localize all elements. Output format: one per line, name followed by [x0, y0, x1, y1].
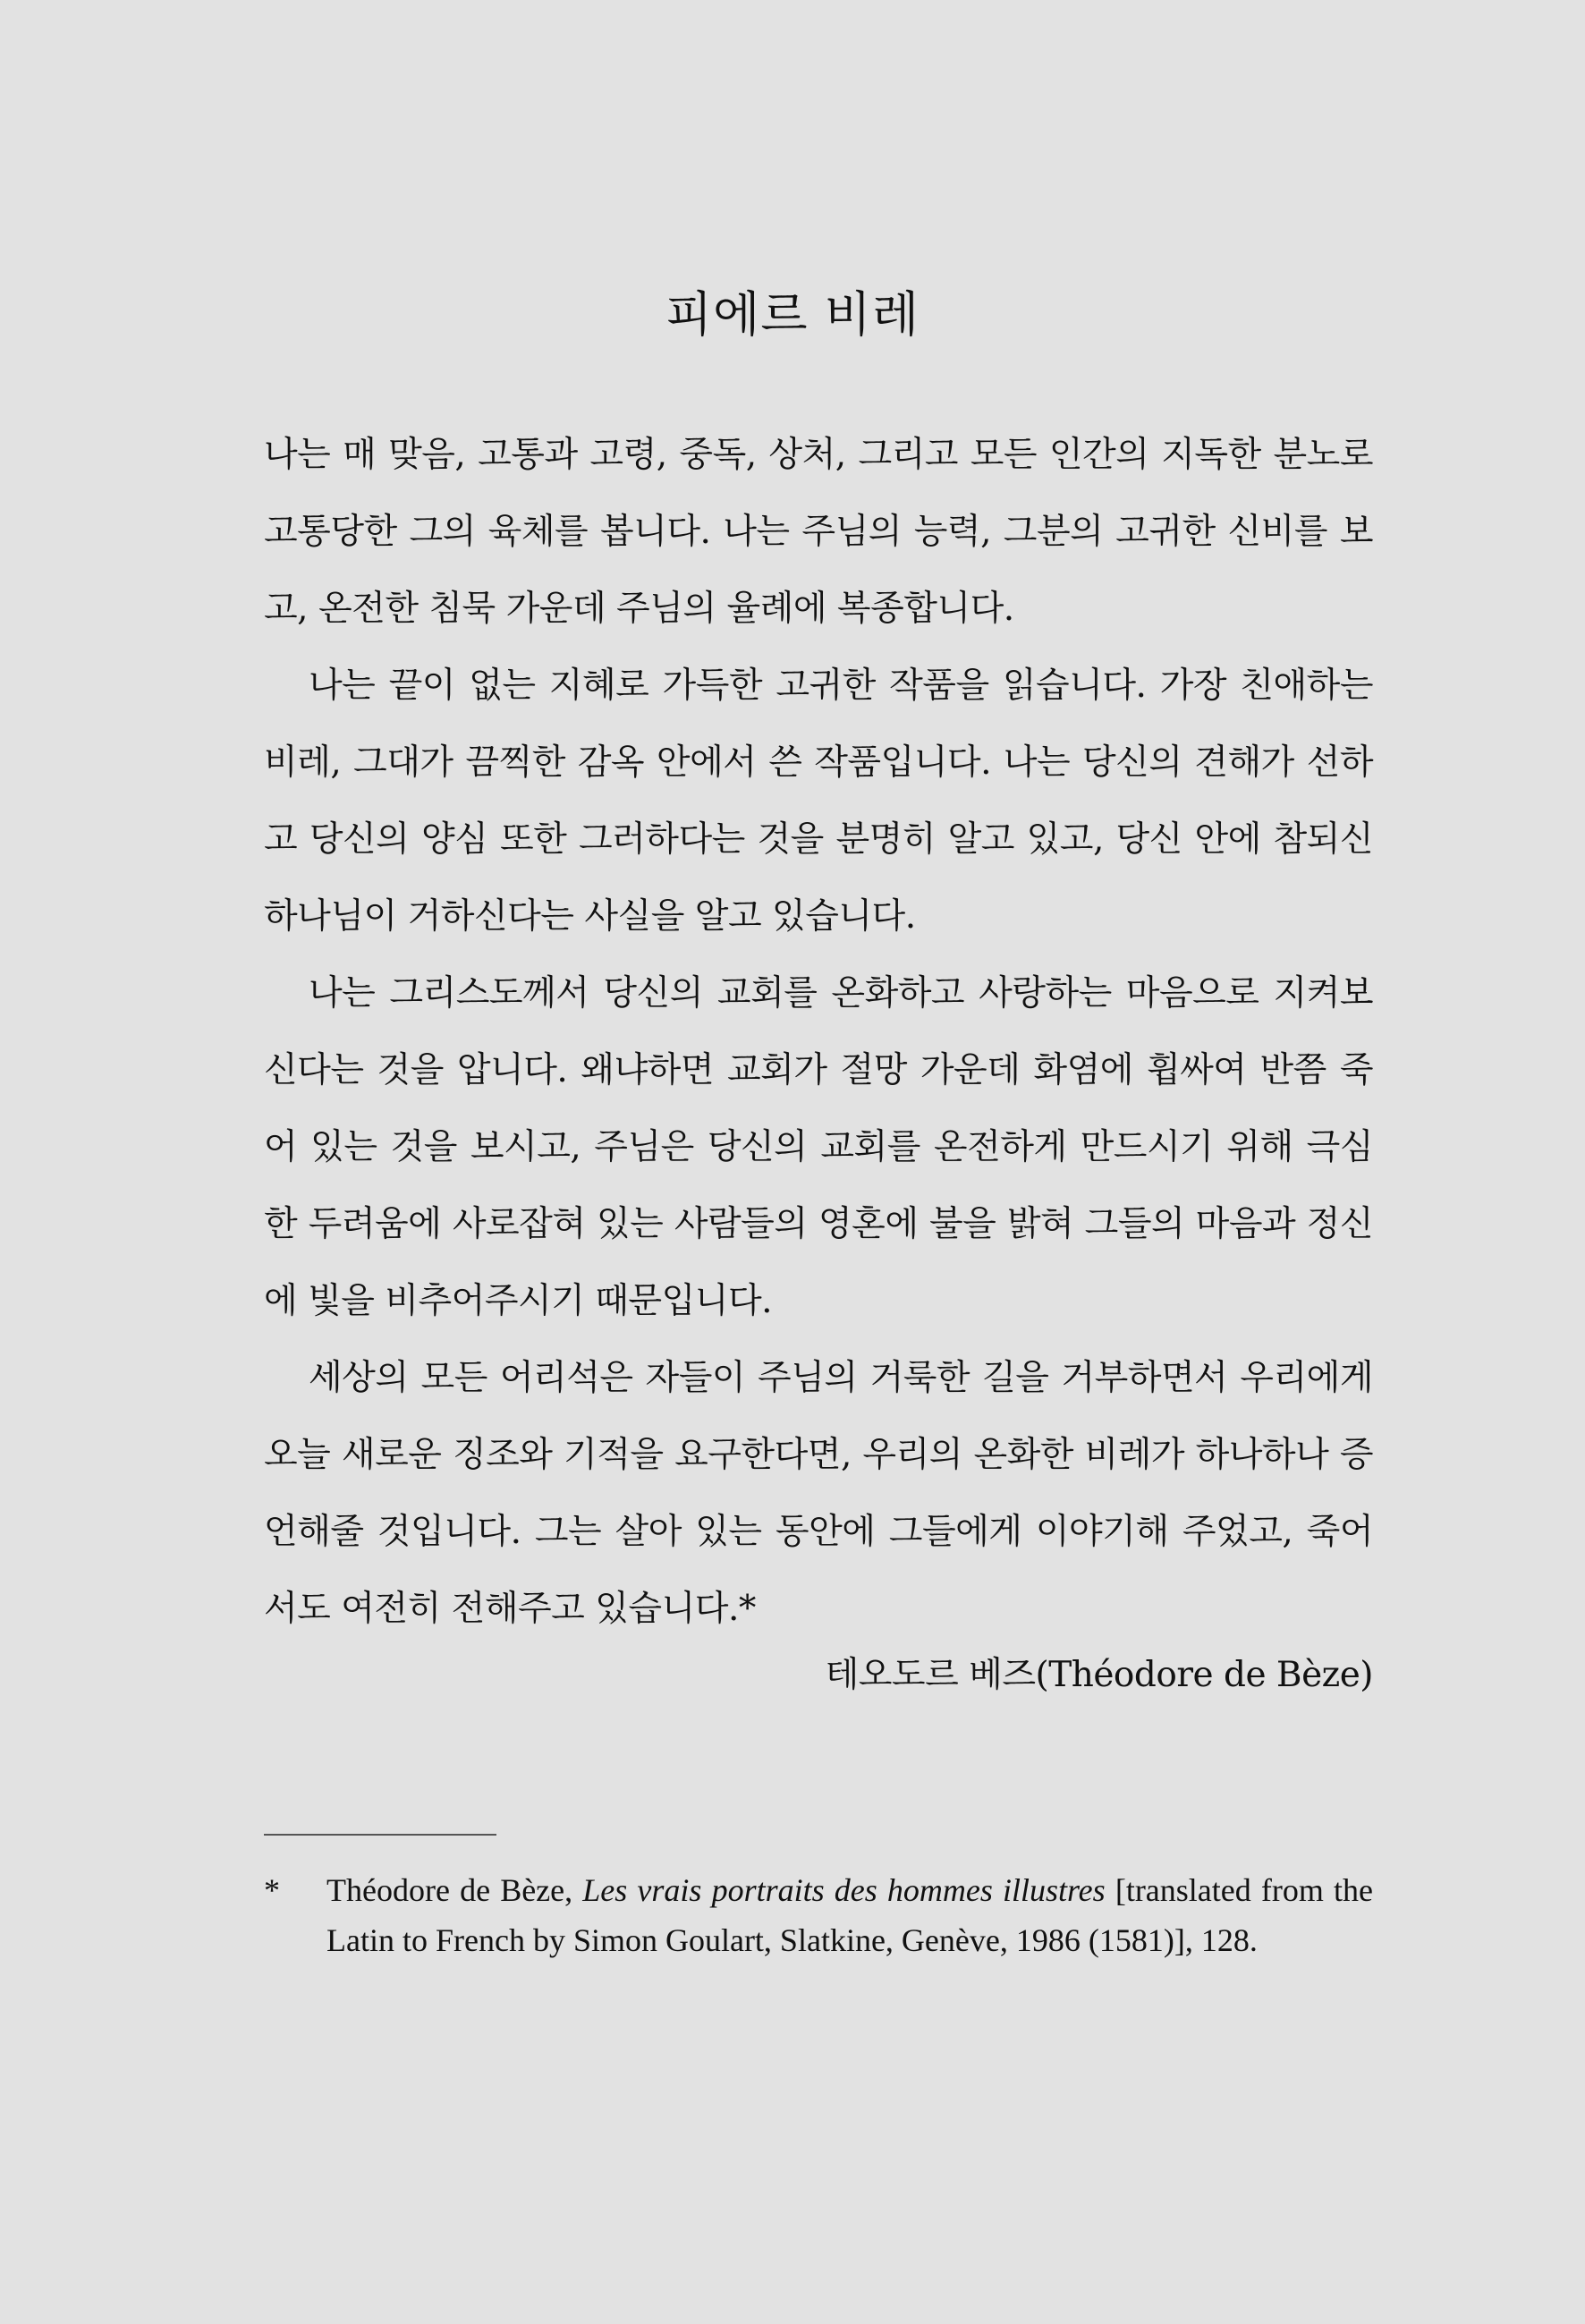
- footnote-text: [326, 1865, 1373, 1965]
- footnote-work-title: Les vrais portraits des hommes illustres: [582, 1872, 1106, 1908]
- paragraph-2: 나는 끝이 없는 지혜로 가득한 고귀한 작품을 읽습니다. 가장 친애하는 비레, 그대가 끔찍한 감옥 안에서 쓴 작품입니다. 나는 당신의 견해가 선하고 당신의 양심 또한 그러하다는 것을 분명히 알고 있고, 당신 안에 참되신 하나님이 거하신다는 사실을 알고 있습니다.: [264, 666, 1373, 937]
- paragraph-1: 나는 매 맞음, 고통과 고령, 중독, 상처, 그리고 모든 인간의 지독한 분노로 고통당한 그의 육체를 봅니다. 나는 주님의 능력, 그분의 고귀한 신비를 보고, 온전한 침묵 가운데 주님의 율례에 복종합니다.: [264, 435, 1373, 629]
- paragraph-3: 나는 그리스도께서 당신의 교회를 온화하고 사랑하는 마음으로 지켜보신다는 것을 압니다. 왜냐하면 교회가 절망 가운데 화염에 휩싸여 반쯤 죽어 있는 것을 보시고, 주님은 당신의 교회를 온전하게 만드시기 위해 극심한 두려움에 사로잡혀 있는 사람들의 영혼에 불을 밝혀 그들의 마음과 정신에 빛을 비추어주시기 때문입니다.: [264, 973, 1373, 1321]
- page-title: 피에르 비레: [665, 286, 920, 343]
- footnote-divider: [264, 1834, 496, 1836]
- footnote-author: Théodore de Bèze,: [326, 1872, 583, 1908]
- footnote-details: [translated from the Latin to French by Simon Goulart, Slatkine, Genève, 1986 (1581)], 128.: [326, 1872, 1373, 1958]
- body-text: [264, 417, 1373, 1648]
- footnote: [264, 1865, 1373, 1965]
- paragraph-4: 세상의 모든 어리석은 자들이 주님의 거룩한 길을 거부하면서 우리에게 오늘 새로운 징조와 기적을 요구한다면, 우리의 온화한 비레가 하나하나 증언해줄 것입니다. 그는 살아 있는 동안에 그들에게 이야기해 주었고, 죽어서도 여전히 전해주고 있습니다.*: [264, 1358, 1373, 1629]
- attribution: 테오도르 베즈(Théodore de Bèze): [825, 1655, 1373, 1695]
- footnote-marker: *: [264, 1872, 280, 1908]
